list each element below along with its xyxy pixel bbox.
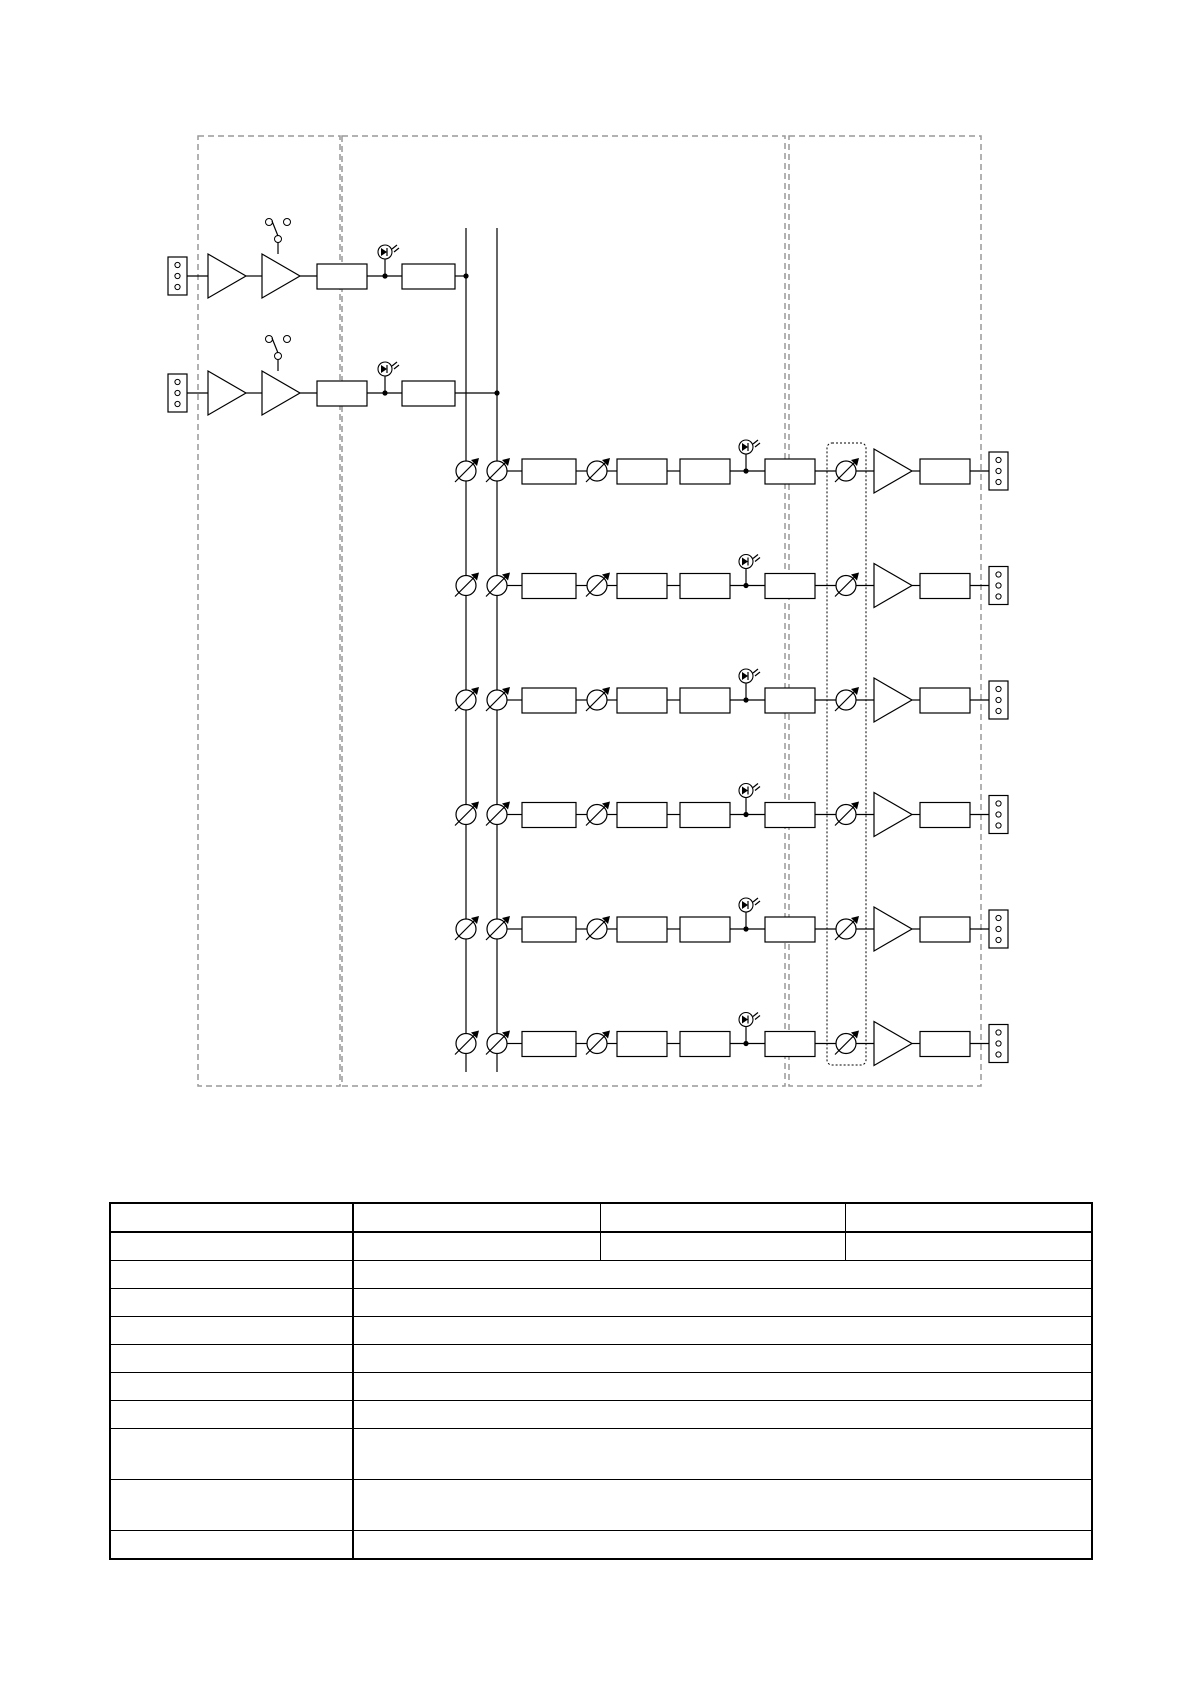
processing-block [317,264,367,289]
switch-contact [284,219,291,226]
connector-pin [996,926,1001,931]
variable-gain-icon [486,802,510,826]
connector-pin [175,401,180,406]
amplifier-triangle [262,254,300,298]
variable-gain-icon [835,916,859,940]
row-value-cell [353,1289,1092,1317]
variable-gain-icon [486,687,510,711]
output-strip-out4 [455,784,1008,837]
variable-gain-icon [586,802,610,826]
row-value-cell [353,1401,1092,1429]
signal-led-icon [378,362,399,376]
output-strip-out6 [455,1013,1008,1066]
led-ray [755,672,760,676]
connector-pin [996,1052,1001,1057]
row-label-cell [110,1261,353,1289]
processing-block [522,574,576,599]
xlr-connector-icon [989,1025,1008,1063]
led-ray [755,558,760,562]
led-ray [392,362,397,366]
row-label-cell [110,1317,353,1345]
signal-led-icon [739,898,760,912]
connector-pin [996,479,1001,484]
led-ray [755,787,760,791]
led-ray [755,443,760,447]
table-row [110,1261,1092,1289]
processing-block [920,574,970,599]
processing-block [680,1032,730,1057]
input-strip-in2 [168,336,500,416]
row-value-cell [353,1429,1092,1480]
row-label-cell [110,1429,353,1480]
variable-gain-icon [455,802,479,826]
led-ray [753,440,758,444]
xlr-connector-icon [989,796,1008,834]
connector-pin [996,572,1001,577]
connector-pin [996,708,1001,713]
header-cell [600,1203,845,1232]
processing-block [680,917,730,942]
output-gain-group-frame [827,443,866,1065]
variable-gain-icon [586,573,610,597]
connector-pin [175,390,180,395]
amplifier-triangle [262,371,300,415]
connector-pin [175,262,180,267]
variable-gain-icon [835,458,859,482]
processing-block [680,803,730,828]
output-amplifier-triangle [874,678,912,722]
row-value-cell [353,1261,1092,1289]
table-subheader-row [110,1232,1092,1261]
processing-block [680,574,730,599]
led-ray [753,669,758,673]
processing-block [920,1032,970,1057]
table-row [110,1345,1092,1373]
processing-block [765,688,815,713]
connector-pin [175,273,180,278]
connector-pin [996,1041,1001,1046]
connector-pin [996,583,1001,588]
switch-contact [284,336,291,343]
processing-block [402,264,455,289]
table-row [110,1480,1092,1531]
processing-block [920,917,970,942]
table-row [110,1317,1092,1345]
processing-block [765,574,815,599]
switch-lever [272,338,278,353]
signal-led-icon [739,1013,760,1027]
processing-block [765,1032,815,1057]
led-ray [753,555,758,559]
table-header-row [110,1203,1092,1232]
processing-block [680,459,730,484]
connector-pin [996,823,1001,828]
led-ray [753,1013,758,1017]
variable-gain-icon [835,687,859,711]
output-amplifier-triangle [874,793,912,837]
processing-block [765,917,815,942]
variable-gain-icon [586,916,610,940]
switch-pivot [275,353,282,360]
input-channel-strips [168,219,500,416]
row-label-cell [110,1373,353,1401]
row-label-cell [110,1480,353,1531]
table-row [110,1373,1092,1401]
led-ray [394,365,399,369]
output-strip-out5 [455,898,1008,951]
junction-dot [463,273,468,278]
xlr-connector-icon [989,452,1008,490]
xlr-connector-icon [168,257,187,295]
processing-block [617,1032,667,1057]
output-channel-strips [455,440,1008,1066]
preamp-triangle [208,254,246,298]
switch-contact [266,336,273,343]
processing-block [522,688,576,713]
processing-block [920,803,970,828]
output-strip-out1 [455,440,1008,493]
connector-pin [175,284,180,289]
row-value-cell [353,1480,1092,1531]
led-ray [753,784,758,788]
subheader-cell [353,1232,600,1261]
variable-gain-icon [835,573,859,597]
input-strip-in1 [168,219,469,299]
subheader-cell [845,1232,1092,1261]
variable-gain-icon [586,687,610,711]
header-cell [845,1203,1092,1232]
connector-pin [996,686,1001,691]
led-ray [755,901,760,905]
row-label-cell [110,1401,353,1429]
switch-icon [266,219,291,255]
table-row [110,1401,1092,1429]
connector-pin [996,468,1001,473]
processing-block [317,381,367,406]
processing-block [617,803,667,828]
section-frames [198,136,981,1086]
signal-led-icon [739,669,760,683]
processing-block [765,803,815,828]
switch-pivot [275,236,282,243]
connector-pin [996,812,1001,817]
variable-gain-icon [835,1031,859,1055]
processing-block [617,459,667,484]
xlr-connector-icon [989,681,1008,719]
connector-pin [996,1030,1001,1035]
processing-block [765,459,815,484]
table-row [110,1531,1092,1560]
xlr-connector-icon [168,374,187,412]
connector-pin [996,915,1001,920]
variable-gain-icon [455,573,479,597]
variable-gain-icon [455,1031,479,1055]
signal-led-icon [739,784,760,798]
variable-gain-icon [586,458,610,482]
switch-contact [266,219,273,226]
row-label-cell [110,1531,353,1560]
preamp-triangle [208,371,246,415]
switch-lever [272,221,278,236]
variable-gain-icon [455,687,479,711]
led-ray [753,898,758,902]
led-ray [392,245,397,249]
processing-block [402,381,455,406]
signal-led-icon [739,440,760,454]
variable-gain-icon [486,1031,510,1055]
junction-dot [494,390,499,395]
variable-gain-icon [835,802,859,826]
variable-gain-icon [455,458,479,482]
connector-pin [996,457,1001,462]
output-amplifier-triangle [874,907,912,951]
led-ray [755,1016,760,1020]
led-ray [394,248,399,252]
processing-block [680,688,730,713]
processing-block [920,688,970,713]
variable-gain-icon [586,1031,610,1055]
xlr-connector-icon [989,910,1008,948]
output-amplifier-triangle [874,449,912,493]
row-value-cell [353,1531,1092,1560]
processing-block [522,459,576,484]
row-label-cell [110,1345,353,1373]
header-cell [353,1203,600,1232]
output-amplifier-triangle [874,1022,912,1066]
processing-block [617,574,667,599]
variable-gain-icon [486,458,510,482]
row-value-cell [353,1317,1092,1345]
signal-led-icon [739,555,760,569]
connector-pin [996,801,1001,806]
signal-led-icon [378,245,399,259]
row-value-cell [353,1373,1092,1401]
output-strip-out2 [455,555,1008,608]
subheader-cell [600,1232,845,1261]
processing-block [617,917,667,942]
processing-block [522,1032,576,1057]
table-row [110,1429,1092,1480]
processing-block [617,688,667,713]
table-row [110,1289,1092,1317]
row-value-cell [353,1345,1092,1373]
xlr-connector-icon [989,567,1008,605]
output-strip-out3 [455,669,1008,722]
connector-pin [175,379,180,384]
specification-table [109,1202,1093,1560]
output-amplifier-triangle [874,564,912,608]
connector-pin [996,697,1001,702]
processing-block [522,803,576,828]
variable-gain-icon [486,573,510,597]
processing-block [920,459,970,484]
connector-pin [996,594,1001,599]
processing-block [522,917,576,942]
mix-buses [466,228,497,1072]
header-cell [110,1203,353,1232]
subheader-cell [110,1232,353,1261]
row-label-cell [110,1289,353,1317]
connector-pin [996,937,1001,942]
variable-gain-icon [455,916,479,940]
switch-icon [266,336,291,372]
variable-gain-icon [486,916,510,940]
